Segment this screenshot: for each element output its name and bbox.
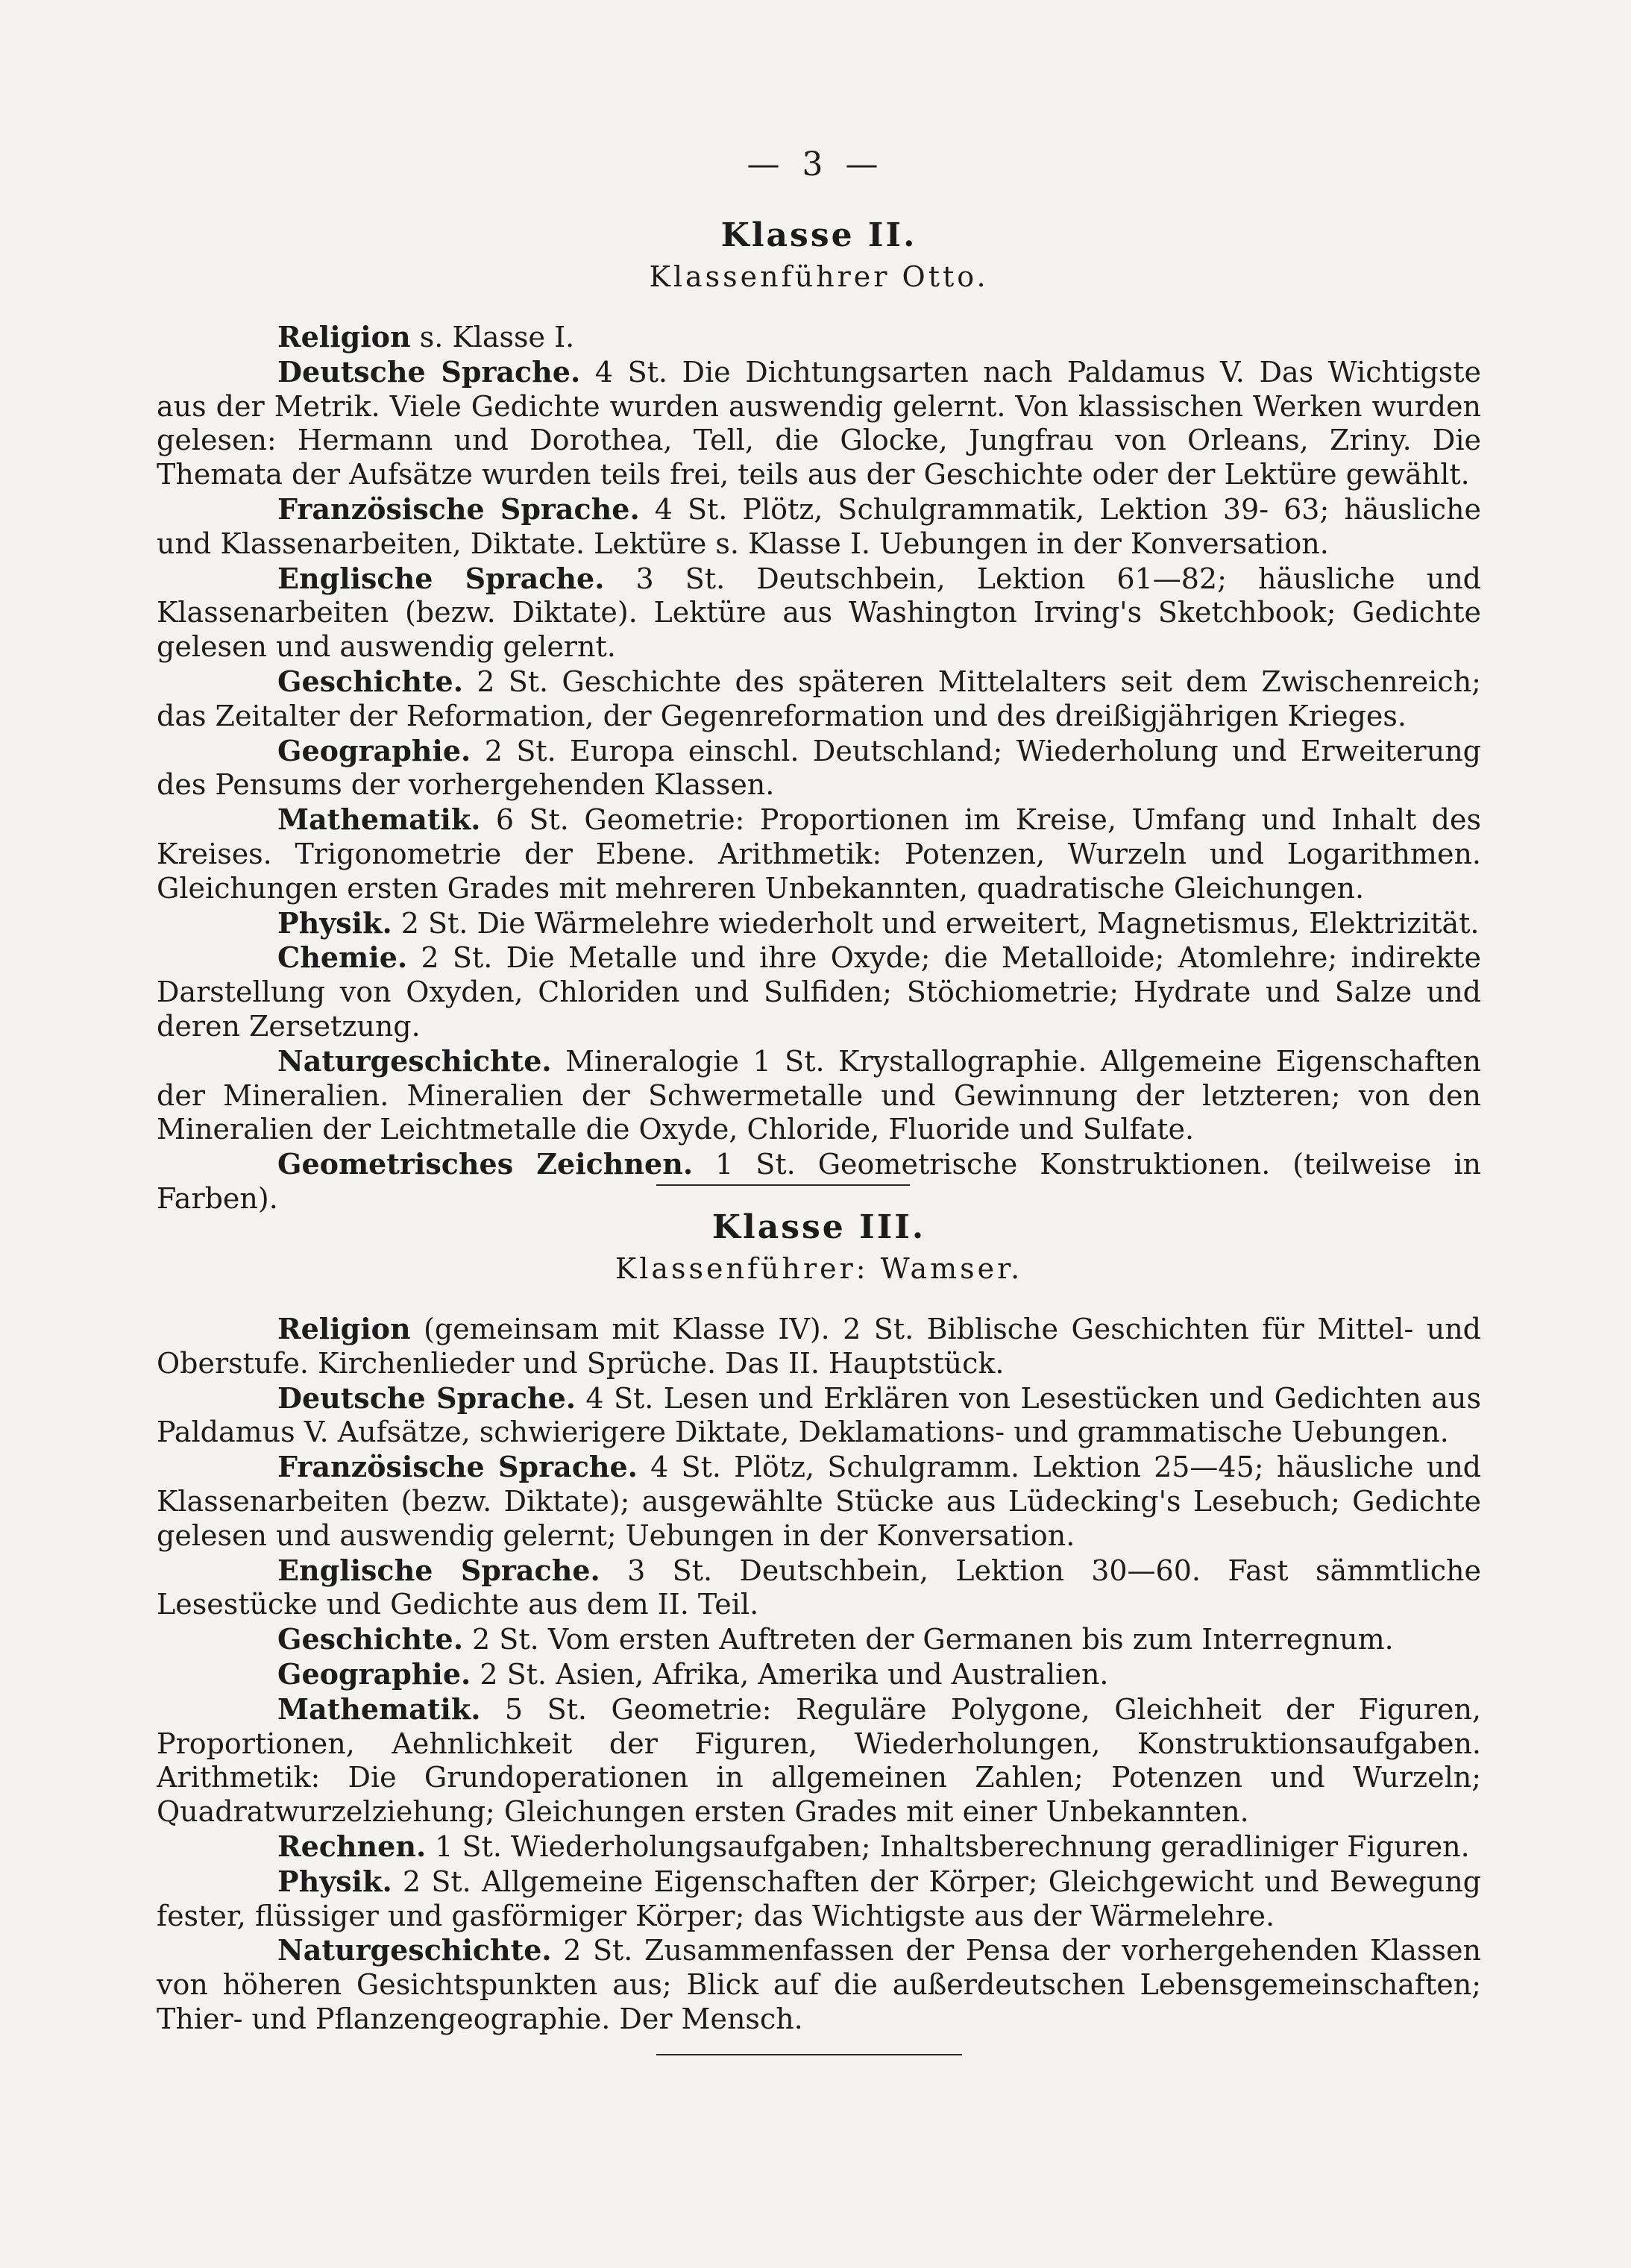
- subject-text: 1 St. Wiederholungsaufgaben; Inhaltsberechnung geradliniger Figuren.: [426, 1829, 1470, 1863]
- subject-text: 4 St. Plötz, Schulgrammatik, Lektion 39- 63; häusliche und Klassenarbeiten, Diktate. Lektüre s. Klasse I. Uebungen in der Konversation.: [157, 492, 1481, 560]
- subject-list: [157, 1312, 1481, 2037]
- subject-title: Französische Sprache.: [277, 1450, 638, 1484]
- subject-text: 4 St. Plötz, Schulgramm. Lektion 25—45; häusliche und Klassenarbeiten (bezw. Diktate); ausgewählte Stücke aus Lüdecking's Lesebuch; Gedichte gelesen und auswendig gelernt; Uebungen in der Konversation.: [157, 1451, 1481, 1552]
- subject-title: Geschichte.: [277, 1622, 463, 1656]
- subject-entry: [157, 1829, 1481, 1865]
- subject-title: Geographie.: [277, 1656, 471, 1691]
- subject-text: 2 St. Vom ersten Auftreten der Germanen bis zum Interregnum.: [462, 1623, 1394, 1656]
- subject-title: Deutsche Sprache.: [277, 1380, 576, 1415]
- subject-entry: [157, 802, 1481, 905]
- subject-entry: [157, 1657, 1481, 1692]
- subject-title: Naturgeschichte.: [277, 1933, 552, 1967]
- subject-title: Physik.: [277, 1864, 392, 1898]
- end-rule: [656, 2054, 962, 2055]
- page-number: — 3 —: [747, 145, 884, 183]
- divider-line: [656, 1184, 910, 1186]
- subject-entry: [157, 1044, 1481, 1147]
- subject-text: 6 St. Geometrie: Proportionen im Kreise, Umfang und Inhalt des Kreises. Trigonometrie der Ebene. Arithmetik: Potenzen, Wurzeln und Logarithmen. Gleichungen ersten Grades mit mehreren Unbekannten, quadratische Gleichungen.: [157, 803, 1481, 905]
- subject-title: Rechnen.: [277, 1829, 427, 1863]
- subject-entry: [157, 320, 1481, 355]
- subject-title: Chemie.: [277, 940, 408, 975]
- subject-entry: [157, 1692, 1481, 1829]
- section-klasse-3: [157, 1208, 1481, 2037]
- subject-title: Physik.: [277, 905, 392, 940]
- subject-title: Englische Sprache.: [277, 561, 605, 595]
- section-heading: Klasse II.: [720, 216, 917, 254]
- subject-text: (gemeinsam mit Klasse IV). 2 St. Biblische Geschichten für Mittel- und Oberstufe. Kirchenlieder und Sprüche. Das II. Hauptstück.: [157, 1313, 1481, 1380]
- subject-title: Mathematik.: [277, 1691, 481, 1726]
- subject-title: Mathematik.: [277, 802, 481, 837]
- class-teacher: Klassenführer Otto.: [649, 260, 989, 293]
- subject-entry: [157, 1865, 1481, 1934]
- subject-entry: [157, 1381, 1481, 1451]
- subject-text: 4 St. Die Dichtungsarten nach Paldamus V. Das Wichtigste aus der Metrik. Viele Gedichte wurden auswendig gelernt. Von klassischen Werken wurden gelesen: Hermann und Dorothea, Tell, die Glocke, Jungfrau von Orleans, Zriny. Die Themata der Aufsätze wurden teils frei, teils aus der Geschichte oder der Lektüre gewählt.: [157, 355, 1481, 491]
- subject-title: Französische Sprache.: [277, 491, 640, 526]
- subject-entry: [157, 734, 1481, 803]
- subject-entry: [157, 1622, 1481, 1657]
- subject-text: 2 St. Europa einschl. Deutschland; Wiederholung und Erweiterung des Pensums der vorhergehenden Klassen.: [157, 734, 1481, 802]
- subject-text: 2 St. Asien, Afrika, Amerika und Australien.: [471, 1657, 1109, 1691]
- subject-text: Mineralogie 1 St. Krystallographie. Allgemeine Eigenschaften der Mineralien. Mineralien der Schwermetalle und Gewinnung der letzteren; von den Mineralien der Leichtmetalle die Oxyde, Chloride, Fluoride und Sulfate.: [157, 1044, 1481, 1146]
- subject-text: 2 St. Allgemeine Eigenschaften der Körper; Gleichgewicht und Bewegung fester, flüssiger und gasförmiger Körper; das Wichtigste aus der Wärmelehre.: [157, 1865, 1481, 1932]
- subject-entry: [157, 1147, 1481, 1216]
- subject-entry: [157, 1933, 1481, 2036]
- subject-entry: [157, 940, 1481, 1043]
- subject-title: Deutsche Sprache.: [277, 354, 581, 389]
- subject-entry: [157, 1450, 1481, 1553]
- subject-title: Geometrisches Zeichnen.: [277, 1147, 694, 1181]
- subject-text: 3 St. Deutschbein, Lektion 61—82; häusliche und Klassenarbeiten (bezw. Diktate). Lektüre aus Washington Irving's Sketchbook; Gedichte gelesen und auswendig gelernt.: [157, 562, 1481, 664]
- subject-entry: [157, 906, 1481, 941]
- subject-entry: [157, 665, 1481, 734]
- subject-entry: [157, 492, 1481, 562]
- subject-text: s. Klasse I.: [410, 321, 575, 354]
- section-klasse-2: [157, 216, 1481, 1216]
- subject-title: Geographie.: [277, 733, 471, 767]
- subject-text: 1 St. Geometrische Konstruktionen. (teilweise in Farben).: [157, 1148, 1481, 1215]
- subject-entry: [157, 1554, 1481, 1623]
- section-heading: Klasse III.: [711, 1208, 926, 1246]
- subject-text: 2 St. Geschichte des späteren Mittelalters seit dem Zwischenreich; das Zeitalter der Reformation, der Gegenreformation und des dreißigjährigen Krieges.: [157, 665, 1481, 732]
- subject-text: 3 St. Deutschbein, Lektion 30—60. Fast sämmtliche Lesestücke und Gedichte aus dem II. Teil.: [157, 1554, 1481, 1621]
- subject-text: 4 St. Lesen und Erklären von Lesestücken und Gedichten aus Paldamus V. Aufsätze, schwierigere Diktate, Deklamations- und grammatische Uebungen.: [157, 1381, 1482, 1449]
- subject-list: [157, 320, 1481, 1216]
- subject-title: Englische Sprache.: [277, 1553, 600, 1587]
- subject-text: 5 St. Geometrie: Reguläre Polygone, Gleichheit der Figuren, Proportionen, Aehnlichkeit der Figuren, Wiederholungen, Konstruktionsaufgaben. Arithmetik: Die Grundoperationen in allgemeinen Zahlen; Potenzen und Wurzeln; Quadratwurzelziehung; Gleichungen ersten Grades mit einer Unbekannten.: [157, 1692, 1481, 1829]
- subject-title: Religion: [277, 1312, 411, 1345]
- subject-text: 2 St. Die Wärmelehre wiederholt und erweitert, Magnetismus, Elektrizität.: [392, 906, 1480, 940]
- subject-title: Religion: [277, 320, 411, 354]
- subject-title: Geschichte.: [277, 664, 463, 698]
- subject-text: 2 St. Zusammenfassen der Pensa der vorhergehenden Klassen von höheren Gesichtspunkten aus; Blick auf die außerdeutschen Lebensgemeinschaften; Thier- und Pflanzengeographie. Der Mensch.: [157, 1934, 1481, 2035]
- subject-entry: [157, 1312, 1481, 1381]
- subject-text: 2 St. Die Metalle und ihre Oxyde; die Metalloide; Atomlehre; indirekte Darstellung von Oxyden, Chloriden und Sulfiden; Stöchiometrie; Hydrate und Salze und deren Zersetzung.: [157, 941, 1481, 1043]
- subject-entry: [157, 355, 1481, 492]
- class-teacher: Klassenführer: Wamser.: [615, 1252, 1023, 1285]
- subject-title: Naturgeschichte.: [277, 1043, 552, 1078]
- subject-entry: [157, 562, 1481, 665]
